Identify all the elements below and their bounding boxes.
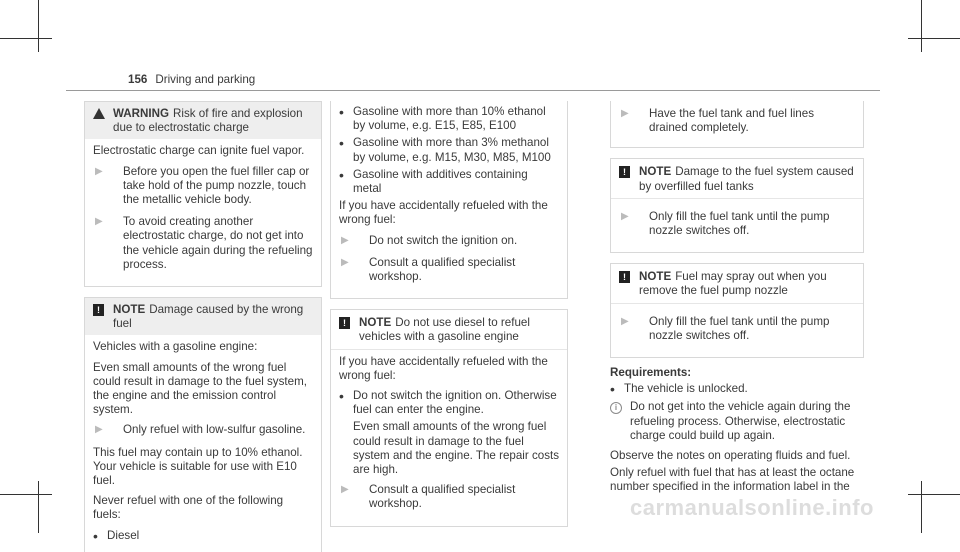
note-body xyxy=(85,335,321,551)
step-arrow-icon: ▶ xyxy=(341,256,349,268)
note-text: Even small amounts of the wrong fuel could result in damage to the fuel system and the engine. The repair costs are high. xyxy=(353,420,560,477)
list-item: • The vehicle is unlocked. xyxy=(610,381,748,398)
note-box xyxy=(610,158,864,253)
warning-triangle-icon xyxy=(93,107,113,135)
note-continuation xyxy=(330,101,568,299)
note-text: If you have accidentally refueled with the wrong fuel: xyxy=(339,199,548,227)
note-keyword: NOTE xyxy=(359,316,392,330)
warning-box xyxy=(84,101,322,287)
note-text: Vehicles with a gasoline engine: xyxy=(93,340,258,354)
list-item: • Gasoline with additives containing metal xyxy=(339,166,528,196)
crop-mark xyxy=(38,0,39,52)
list-item: • Do not switch the ignition on. Otherwise fuel can enter the engine. xyxy=(339,388,557,417)
note-header xyxy=(331,310,567,349)
crop-mark xyxy=(0,38,52,39)
note-body xyxy=(611,199,863,252)
step-arrow-icon: ▶ xyxy=(621,210,629,222)
step-arrow-icon: ▶ xyxy=(95,216,103,228)
step-arrow-icon: ▶ xyxy=(95,165,103,177)
note-text: Even small amounts of the wrong fuel could result in damage to the fuel system, the engine and the emission control system. xyxy=(93,360,307,417)
note-header xyxy=(85,298,321,335)
crop-mark xyxy=(921,0,922,52)
notice-icon: ! xyxy=(93,303,113,331)
info-icon: i xyxy=(610,400,630,443)
column-1 xyxy=(84,101,322,552)
warning-intro: Electrostatic charge can ignite fuel vapor. xyxy=(93,144,305,158)
note-header xyxy=(611,264,863,303)
notice-icon: ! xyxy=(339,316,359,344)
bullet-icon: • xyxy=(339,388,344,405)
note-box xyxy=(84,297,322,552)
step-arrow-icon: ▶ xyxy=(341,484,349,496)
note-box xyxy=(610,263,864,358)
body-text: Observe the notes on operating fluids and fuel. xyxy=(610,449,851,463)
page-number: 156 xyxy=(128,73,148,86)
notice-icon: ! xyxy=(619,165,639,193)
list-item: • Gasoline with more than 10% ethanol by volume, e.g. E15, E85, E100 xyxy=(339,104,546,133)
note-keyword: NOTE xyxy=(639,165,672,179)
note-keyword: NOTE xyxy=(639,270,672,284)
list-item: • Diesel xyxy=(93,527,140,544)
warning-step: ▶ To avoid creating another electrostatic charge, do not get into the vehicle again during the refueling process. xyxy=(95,215,313,271)
note-title: Do not use diesel to refuel vehicles with a gasoline engine xyxy=(359,316,530,344)
note-keyword: NOTE xyxy=(113,303,146,317)
crop-mark xyxy=(908,494,960,495)
note-text: Never refuel with one of the following fuels: xyxy=(93,494,284,522)
step-arrow-icon: ▶ xyxy=(621,108,629,119)
note-step: ▶ Only fill the fuel tank until the pump nozzle switches off. xyxy=(621,314,830,342)
column-3 xyxy=(610,101,864,501)
crop-mark xyxy=(0,494,52,495)
step-arrow-icon: ▶ xyxy=(341,234,349,246)
note-text: If you have accidentally refueled with the wrong fuel: xyxy=(339,354,548,382)
list-item: • Gasoline with more than 3% methanol by volume, e.g. M15, M30, M85, M100 xyxy=(339,135,551,164)
note-body xyxy=(611,304,863,357)
page-header xyxy=(128,73,255,87)
warning-step: ▶ Before you open the fuel filler cap or take hold of the pump nozzle, touch the metallic vehicle body. xyxy=(95,164,310,207)
note-text: This fuel may contain up to 10% ethanol. Your vehicle is suitable for use with E10 fuel. xyxy=(93,445,303,488)
header-rule xyxy=(66,90,880,91)
notice-icon: ! xyxy=(619,270,639,298)
crop-mark xyxy=(921,481,922,533)
note-step: ▶ Consult a qualified specialist workshop. xyxy=(341,255,516,284)
note-body xyxy=(331,350,567,526)
column-2 xyxy=(330,101,568,527)
warning-keyword: WARNING xyxy=(113,107,170,120)
section-title: Driving and parking xyxy=(155,73,256,86)
body-text: Only refuel with fuel that has at least the octane number specified in the information label in the xyxy=(610,466,855,494)
note-step: ▶ Do not switch the ignition on. xyxy=(341,233,518,247)
note-step: ▶ Only fill the fuel tank until the pump nozzle switches off. xyxy=(621,209,830,238)
warning-body xyxy=(85,139,321,286)
warning-title: Risk of fire and explosion due to electrostatic charge xyxy=(113,107,303,135)
note-step: ▶ Consult a qualified specialist workshop. xyxy=(341,483,516,511)
note-title: Damage to the fuel system caused by overfilled fuel tanks xyxy=(639,165,854,193)
requirements-label: Requirements: xyxy=(610,366,692,380)
crop-mark xyxy=(38,481,39,533)
note-continuation xyxy=(610,101,864,148)
crop-mark xyxy=(908,38,960,39)
info-note: i Do not get into the vehicle again during the refueling process. Otherwise, electrostatic charge could build up again. xyxy=(610,400,864,443)
note-box xyxy=(330,309,568,526)
note-title: Fuel may spray out when you remove the fuel pump nozzle xyxy=(639,270,827,298)
bullet-icon: • xyxy=(339,104,344,120)
note-step: ▶ Only refuel with low-sulfur gasoline. xyxy=(95,423,306,437)
note-step: ▶ Have the fuel tank and fuel lines drained completely. xyxy=(621,107,814,135)
step-arrow-icon: ▶ xyxy=(95,424,103,436)
bullet-icon: • xyxy=(93,527,98,544)
requirements-section xyxy=(610,366,864,495)
step-arrow-icon: ▶ xyxy=(621,315,629,327)
bullet-icon: • xyxy=(339,135,344,152)
bullet-icon: • xyxy=(610,381,615,398)
bullet-icon: • xyxy=(339,166,344,183)
note-header xyxy=(611,159,863,198)
warning-header xyxy=(85,102,321,139)
watermark-text: carmanualsonline.info xyxy=(630,495,874,520)
note-title: Damage caused by the wrong fuel xyxy=(113,303,304,331)
